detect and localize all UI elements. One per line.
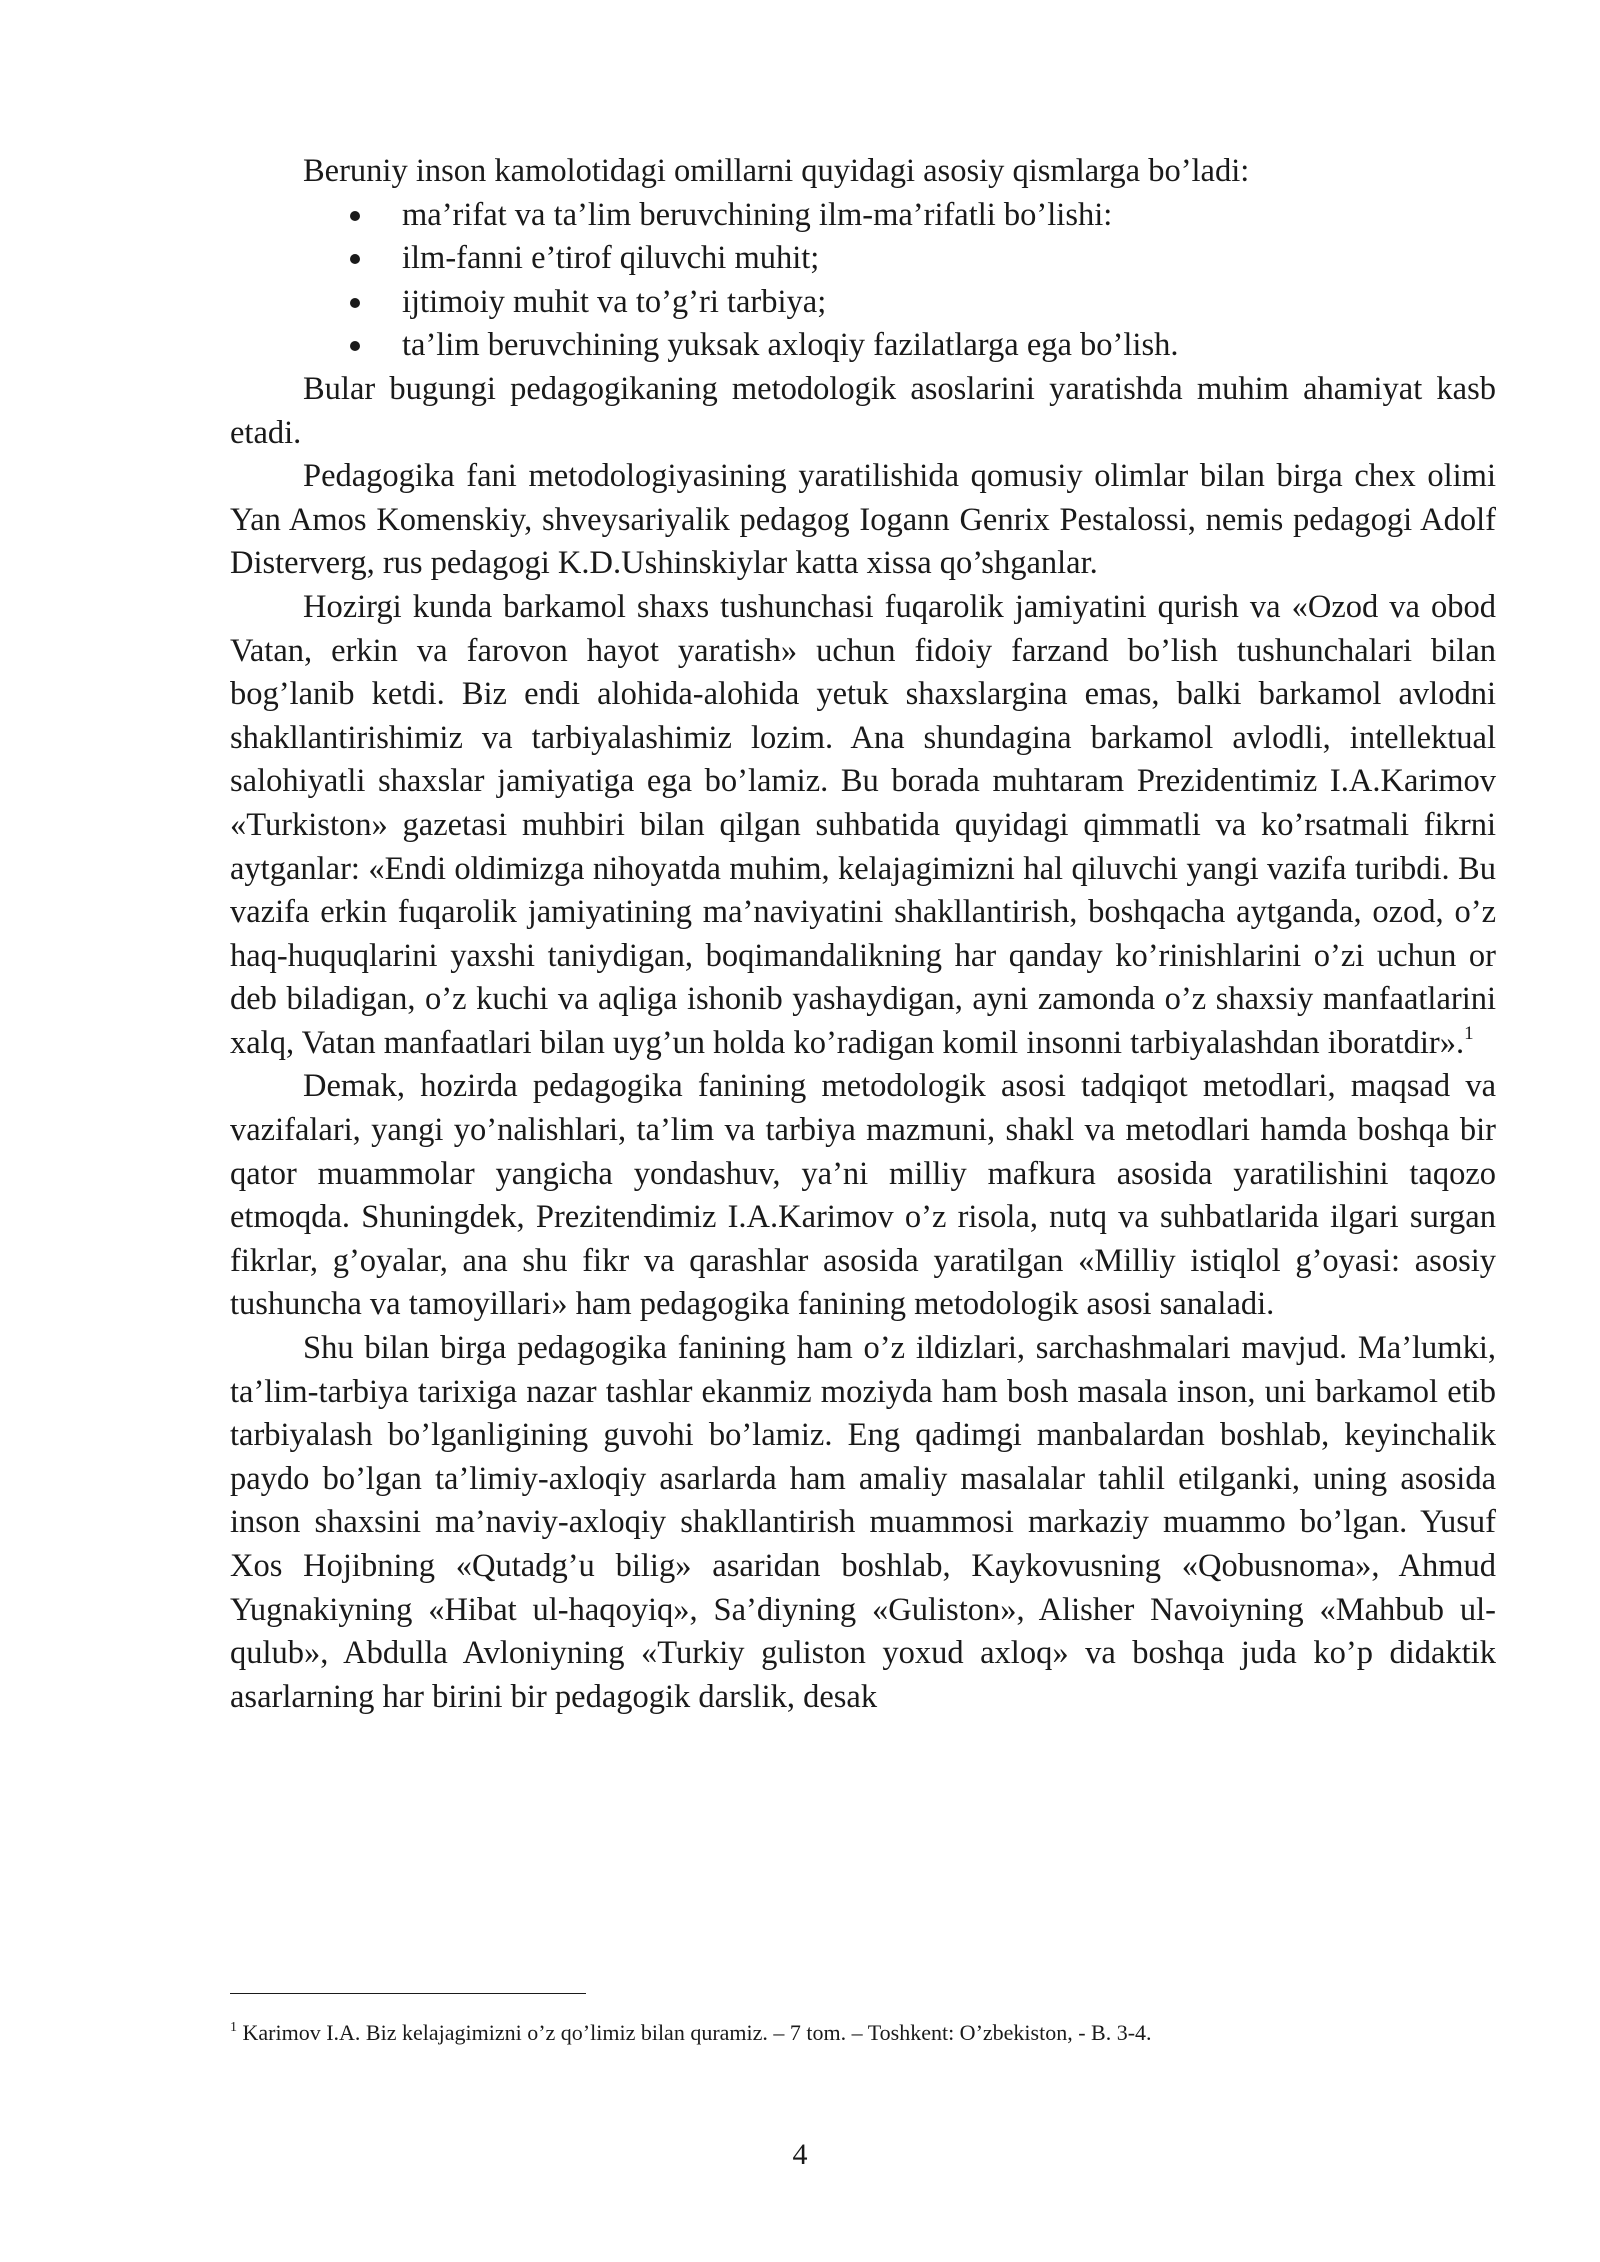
paragraph: Shu bilan birga pedagogika fanining ham o’z ildizlari, sarchashmalari mavjud. Ma’lumki, ta’lim-tarbiya tarixiga nazar tashlar ekanmiz moziyda ham bosh masala inson, uni barkamol etib tarbiyalash bo’lganligining guvohi bo’lamiz. Eng qadimgi manbalardan boshlab, keyinchalik paydo bo’lgan ta’limiy-axloqiy asarlarda ham amaliy masalalar tahlil etilganki, uning asosida inson shaxsini ma’naviy-axloqiy shakllantirish muammosi markaziy muammo bo’lgan. Yusuf Xos Hojibning «Qutadg’u bilig» asaridan boshlab, Kaykovusning «Qobusnoma», Ahmud Yugnakiyning «Hibat ul-haqoyiq», Sa’diyning «Guliston», Alisher Navoiyning «Mahbub ul-qulub», Abdulla Avloniyning «Turkiy guliston yoxud axloq» va boshqa juda ko’p didaktik asarlarning har birini bir pedagogik darslik, desak [230,1330,1496,1715]
list-item-text: ta’lim beruvchining yuksak axloqiy fazilatlarga ega bo’lish. [402,327,1179,364]
list-item [350,194,1496,238]
paragraph-text: Hozirgi kunda barkamol shaxs tushunchasi fuqarolik jamiyatini qurish va «Ozod va obod Vatan, erkin va farovon hayot yaratish» uchun fidoiy farzand bo’lish tushunchalari bilan bog’lanib ketdi. Biz endi alohida-alohida yetuk shaxslargina emas, balki barkamol avlodni shakllantirishimiz va tarbiyalashimiz lozim. Ana shundagina barkamol avlodli, intellektual salohiyatli shaxslar jamiyatiga ega bo’lamiz. Bu borada muhtaram Prezidentimiz I.A.Karimov «Turkiston» gazetasi muhbiri bilan qilgan suhbatida quyidagi qimmatli va ko’rsatmali fikrni aytganlar: «Endi oldimizga nihoyatda muhim, kelajagimizni hal qiluvchi yangi vazifa turibdi. Bu vazifa erkin fuqarolik jamiyatining ma’naviyatini shakllantirish, boshqacha aytganda, ozod, o’z haq-huquqlarini yaxshi taniydigan, boqimandalikning har qanday ko’rinishlarini o’zi uchun or deb biladigan, o’z kuchi va aqliga ishonib yashaydigan, ayni zamonda o’z shaxsiy manfaatlarini xalq, Vatan manfaatlari bilan uyg’un holda ko’radigan komil insonni tarbiyalashdan iboratdir». [230,588,1496,1061]
list-item [350,324,1496,368]
paragraph-with-quote [230,586,1496,1066]
footnote-reference[interactable]: 1 [1464,1022,1474,1044]
bullet-icon [350,298,360,308]
list-item-text: ilm-fanni e’tirof qiluvchi muhit; [402,240,820,277]
paragraph: Demak, hozirda pedagogika fanining metodologik asosi tadqiqot metodlari, maqsad va vazifalari, yangi yo’nalishlari, ta’lim va tarbiya mazmuni, shakl va metodlari hamda boshqa bir qator muammolar yangicha yondashuv, ya’ni milliy mafkura asosida yaratilishini taqozo etmoqda. Shuningdek, Prezitendimiz I.A.Karimov o’z risola, nutq va suhbatlarida ilgari surgan fikrlar, g’oyalar, ana shu fikr va qarashlar asosida yaratilgan «Milliy istiqlol g’oyasi: asosiy tushuncha va tamoyillari» ham pedagogika fanining metodologik asosi sanaladi. [230,1068,1496,1323]
footnote-marker: 1 [230,2020,237,2035]
bullet-icon [350,341,360,351]
paragraph: Pedagogika fani metodologiyasining yaratilishida qomusiy olimlar bilan birga chex olimi Yan Amos Komenskiy, shveysariyalik pedagog Iogann Genrix Pestalossi, nemis pedagogi Adolf Disterverg, rus pedagogi K.D.Ushinskiylar katta xissa qo’shganlar. [230,458,1496,582]
list-item-text: ma’rifat va ta’lim beruvchining ilm-ma’rifatli bo’lishi: [402,196,1113,233]
intro-paragraph: Beruniy inson kamolotidagi omillarni quyidagi asosiy qismlarga bo’ladi: [303,153,1250,189]
page-body [230,150,1496,1719]
list-item [350,237,1496,281]
list-item [350,281,1496,325]
page-number: 4 [792,2138,808,2171]
list-item-text: ijtimoiy muhit va to’g’ri tarbiya; [402,283,827,320]
footnote-text: Karimov I.A. Biz kelajagimizni o’z qo’limiz bilan quramiz. – 7 tom. – Toshkent: O’zbekiston, - B. 3-4. [237,2020,1152,2045]
footnote [230,2018,1496,2048]
footnote-divider [230,1993,586,1994]
paragraph: Bular bugungi pedagogikaning metodologik asoslarini yaratishda muhim ahamiyat kasb etadi. [230,370,1496,451]
bullet-icon [350,211,360,221]
bullet-icon [350,254,360,264]
factors-list [230,194,1496,368]
